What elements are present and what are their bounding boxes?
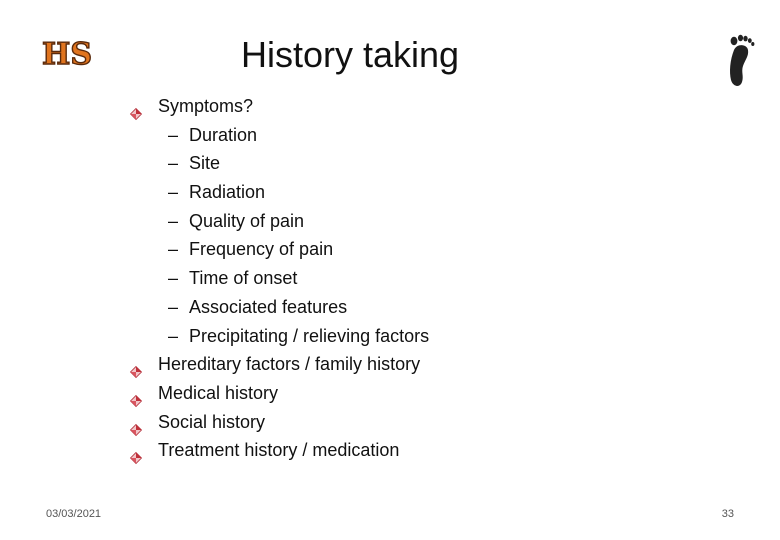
footprint-icon <box>725 30 757 88</box>
sub-item-text: Duration <box>189 124 258 145</box>
bullet-item <box>130 379 690 408</box>
sub-item <box>130 322 690 351</box>
bullet-text: Social history <box>158 411 266 432</box>
slide-content <box>130 92 690 465</box>
sub-item <box>130 178 690 207</box>
diamond-bullet-icon <box>130 358 142 370</box>
sub-item-text: Quality of pain <box>189 210 305 231</box>
footer-date: 03/03/2021 <box>46 508 102 520</box>
title-text: History taking <box>240 34 460 75</box>
sub-item-text: Precipitating / relieving factors <box>189 325 430 346</box>
sub-item <box>130 293 690 322</box>
dash-marker: – <box>168 182 179 203</box>
bullet-item <box>130 350 690 379</box>
diamond-bullet-icon <box>130 100 142 112</box>
dash-marker: – <box>168 124 179 145</box>
sub-item-text: Site <box>189 153 221 174</box>
bullet-item <box>130 436 690 465</box>
sub-item-text: Associated features <box>189 296 348 317</box>
sub-item <box>130 235 690 264</box>
dash-marker: – <box>168 239 179 260</box>
bullet-text: Treatment history / medication <box>158 440 400 461</box>
bullet-text: Hereditary factors / family history <box>158 354 421 375</box>
diamond-bullet-icon <box>130 416 142 428</box>
diamond-bullet-icon <box>130 444 142 456</box>
dash-marker: – <box>168 210 179 231</box>
sub-item-text: Frequency of pain <box>189 239 334 260</box>
sub-item <box>130 264 690 293</box>
sub-item <box>130 149 690 178</box>
page-number: 33 <box>721 508 734 520</box>
dash-marker: – <box>168 296 179 317</box>
dash-marker: – <box>168 268 179 289</box>
dash-marker: – <box>168 325 179 346</box>
page-title <box>0 34 700 76</box>
bullet-text: Symptoms? <box>158 96 254 116</box>
bullet-text: Medical history <box>158 382 279 403</box>
bullet-item <box>130 408 690 437</box>
diamond-bullet-icon <box>130 387 142 399</box>
sub-item-text: Radiation <box>189 182 266 203</box>
sub-item-text: Time of onset <box>189 268 298 289</box>
dash-marker: – <box>168 153 179 174</box>
bullet-item <box>130 92 690 121</box>
sub-item <box>130 207 690 236</box>
hs-logo-text: HS <box>42 37 93 72</box>
sub-item <box>130 121 690 150</box>
